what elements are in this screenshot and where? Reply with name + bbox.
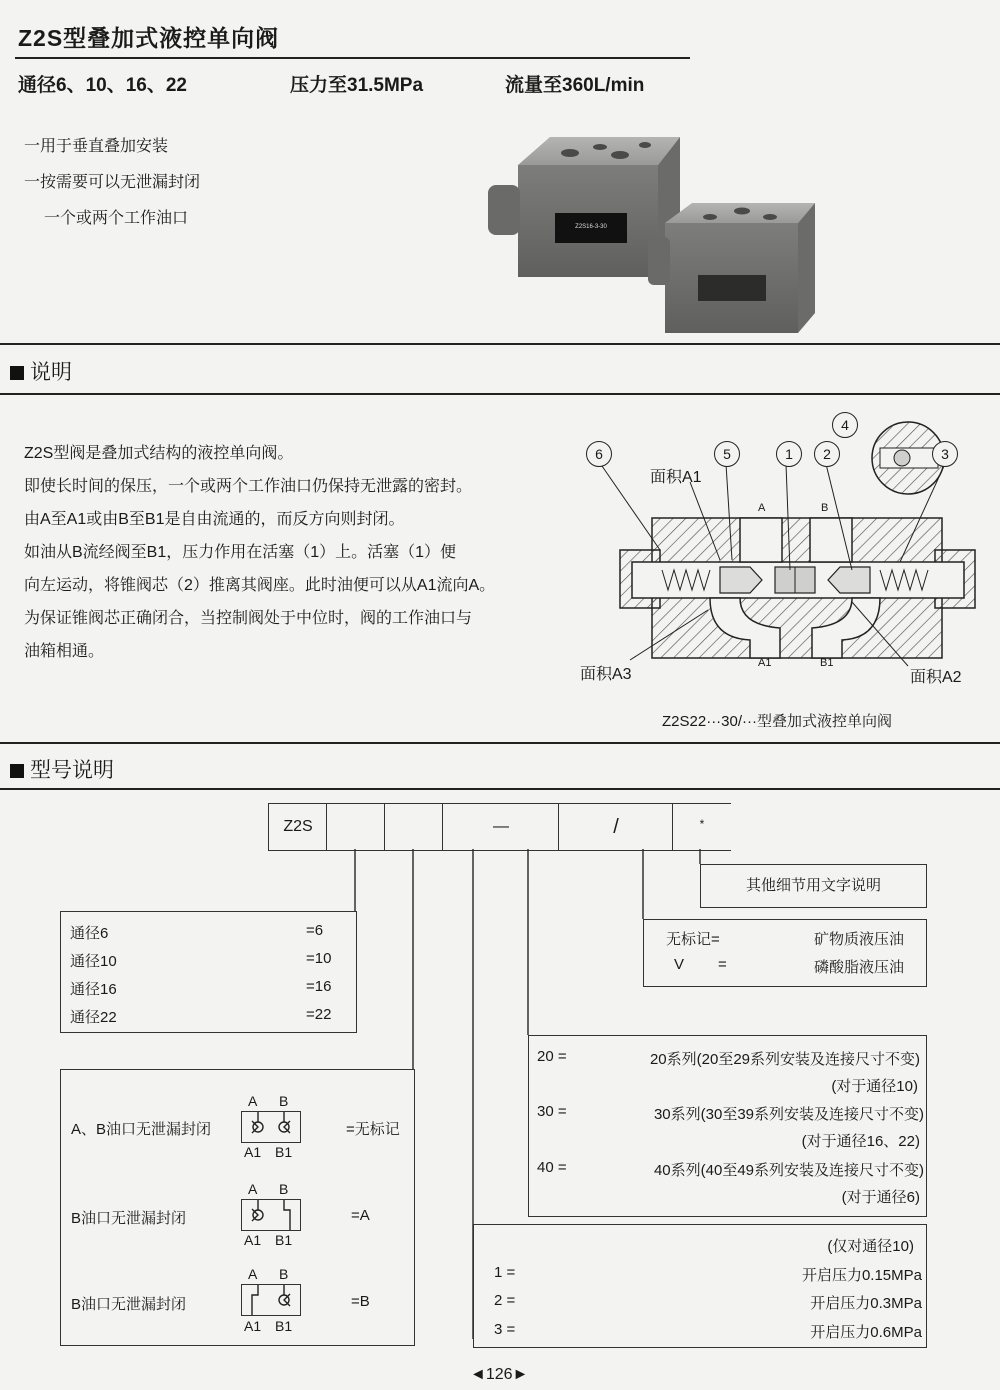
section-rule [0,393,1000,395]
port-label-b: B [821,502,829,514]
cracking-value: 开启压力0.15MPa [801,1267,922,1284]
series-code: 30 = [537,1103,567,1120]
fluid-value: 矿物质液压油 [814,931,905,948]
sealing-box [60,1069,415,1346]
port-label-b1: B1 [820,657,834,669]
check-valve-symbol-icon [241,1284,301,1316]
description-line: Z2S型阀是叠加式结构的液控单向阀。 [24,445,294,462]
fluid-eq: = [718,956,727,973]
sealing-label: B油口无泄漏封闭 [71,1210,187,1227]
fluid-key: V [674,956,685,973]
port-label-a: A [758,502,766,514]
fluid-key: 无标记= [666,931,720,948]
cracking-code: 3 = [494,1321,516,1338]
cracking-value: 开启压力0.6MPa [810,1324,922,1341]
feature-item: 一按需要可以无泄漏封闭 [24,174,201,191]
size-value: =16 [306,978,332,995]
symbol-port-b: B [279,1181,289,1197]
series-code: 40 = [537,1159,567,1176]
callout-number: 5 [714,441,740,467]
section-title-model: 型号说明 [10,754,114,784]
sealing-value: =B [351,1293,370,1310]
section-rule [0,742,1000,744]
photo-label: Z2S16-3-30 [575,224,607,230]
description-line: 为保证锥阀芯正确闭合，当控制阀处于中位时，阀的工作油口与 [24,610,473,627]
symbol-port-a1: A1 [244,1144,262,1160]
sealing-label: B油口无泄漏封闭 [71,1296,187,1313]
page-number: ◄126► [470,1366,529,1383]
feature-item: 一用于垂直叠加安装 [24,138,169,155]
series-box [528,1035,927,1217]
label-area-a2: 面积A2 [910,669,962,686]
symbol-port-b: B [279,1266,289,1282]
code-cell-slash: / [558,803,673,851]
description-line: 由A至A1或由B至B1是自由流通的，而反方向则封闭。 [24,511,405,528]
diagram-caption: Z2S22···30/···型叠加式液控单向阀 [662,713,893,730]
size-label: 通径6 [70,925,109,942]
series-note: (对于通径10) [831,1078,918,1095]
series-note: (对于通径16、22) [801,1133,920,1150]
symbol-port-b1: B1 [275,1232,293,1248]
spec-size: 通径6、10、16、22 [18,75,187,96]
code-cell [384,803,443,851]
size-label: 通径22 [70,1009,117,1026]
series-code: 20 = [537,1048,567,1065]
fluid-value: 磷酸脂液压油 [814,959,905,976]
section-title-description: 说明 [10,356,72,386]
symbol-port-a1: A1 [244,1232,262,1248]
product-photo [480,125,820,340]
symbol-port-a: A [248,1093,258,1109]
description-line: 即使长时间的保压，一个或两个工作油口仍保持无泄露的密封。 [24,478,473,495]
series-text: 30系列(30至39系列安装及连接尺寸不变) [653,1106,924,1123]
callout-number: 4 [832,412,858,438]
size-value: =10 [306,950,332,967]
symbol-port-b1: B1 [275,1318,293,1334]
sealing-value: =无标记 [346,1121,400,1138]
sealing-label: A、B油口无泄漏封闭 [71,1121,212,1138]
code-cell [326,803,385,851]
callout-number: 1 [776,441,802,467]
symbol-port-a: A [248,1181,258,1197]
description-text [24,437,495,668]
description-line: 如油从B流经阀至B1，压力作用在活塞（1）上。活塞（1）便 [24,544,457,561]
series-text: 20系列(20至29系列安装及连接尺寸不变) [649,1051,920,1068]
section-rule [0,343,1000,345]
cracking-pressure-box [473,1224,927,1348]
symbol-port-b: B [279,1093,289,1109]
fluid-box [643,919,927,987]
feature-item: 一个或两个工作油口 [44,210,189,227]
square-bullet-icon [10,764,24,778]
sealing-value: =A [351,1207,370,1224]
series-note: (对于通径6) [841,1189,920,1206]
title-rule [15,57,690,59]
symbol-port-b1: B1 [275,1144,293,1160]
size-label: 通径16 [70,981,117,998]
cracking-value: 开启压力0.3MPa [810,1295,922,1312]
section-rule [0,788,1000,790]
size-box [60,911,357,1033]
page-title: Z2S型叠加式液控单向阀 [18,25,280,51]
description-line: 向左运动，将锥阀芯（2）推离其阀座。此时油便可以从A1流向A。 [24,577,496,594]
size-value: =22 [306,1006,332,1023]
callout-number: 6 [586,441,612,467]
series-text: 40系列(40至49系列安装及连接尺寸不变) [653,1162,924,1179]
label-area-a3: 面积A3 [580,666,632,683]
size-value: =6 [306,922,324,939]
check-valve-symbol-icon [241,1111,301,1143]
square-bullet-icon [10,366,24,380]
cracking-note: (仅对通径10) [827,1238,914,1255]
callout-number: 2 [814,441,840,467]
spec-pressure: 压力至31.5MPa [290,75,424,96]
check-valve-symbol-icon [241,1199,301,1231]
symbol-port-a1: A1 [244,1318,262,1334]
code-cell-star: * [672,803,731,851]
cracking-code: 2 = [494,1292,516,1309]
symbol-port-a: A [248,1266,258,1282]
size-label: 通径10 [70,953,117,970]
callout-number: 3 [932,441,958,467]
label-area-a1: 面积A1 [650,469,702,486]
code-cell-dash: — [442,803,559,851]
port-label-a1: A1 [758,657,772,669]
description-line: 油箱相通。 [24,643,105,660]
other-details-box: 其他细节用文字说明 [700,864,927,908]
spec-flow: 流量至360L/min [505,75,645,96]
cracking-code: 1 = [494,1264,516,1281]
code-cell-prefix: Z2S [268,803,327,851]
